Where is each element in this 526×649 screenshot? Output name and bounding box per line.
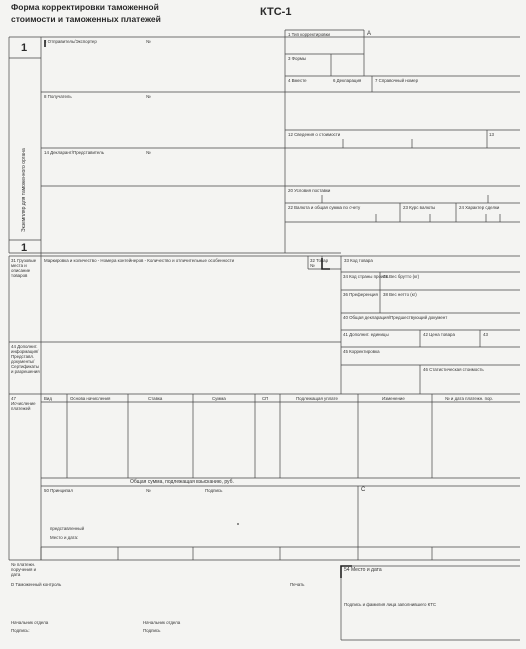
mark-a: A [367,31,372,37]
field-50-no: № [146,488,151,493]
field-13-label: 13 [489,132,494,137]
col-base: Основа начисления [70,396,111,401]
field-14-label: 14 Декларант/Представитель [44,150,105,155]
field-24-label: 24 Характер сделки [459,205,500,210]
stamp-label: Печать [290,582,305,587]
sheet-number-bottom: 1 [21,242,28,254]
field-36-label: 36 Преференция [343,292,378,297]
field-44-label: 44 Дополнит. информация/ Представл. документы/ Сертификаты и разрешения [11,344,40,374]
packages-label: Маркировка и количество - Номера контейнеров - Количество и отличительные особенности [44,258,235,263]
field-46-label: 46 Статистическая стоимость [423,367,484,372]
field-45-label: 45 Корректировка [343,349,380,354]
field-43-label: 43 [483,332,488,337]
field-23-label: 23 Курс валюты [403,205,436,210]
signature-label-bottom-2: Подпись [143,628,161,633]
field-3-label: 3 Формы [288,56,307,61]
field-32-no: № [310,263,315,268]
payment-note-label: № платежн. поручения и дата [11,562,37,577]
field-12-label: 12 Сведения о стоимости [288,132,341,137]
col-sp: СП [262,396,269,401]
col-paydoc: № и дата платежн. пор. [445,396,494,401]
field-14-no: № [146,150,151,155]
field-41-label: 41 Дополнит. единицы [343,332,389,337]
field-34-label: 34 Код страны происх. [343,274,390,279]
field-20-label: 20 Условия поставки [288,188,331,193]
col-sum: Сумма [212,396,226,401]
shift-head-label: Начальник отдела [11,620,49,625]
shift-head-label-2: Начальник отдела [143,620,181,625]
field-7-label: 7 Справочный номер [375,78,419,83]
field-40-label: 40 Общая декларация/Предшествующий документ [343,315,448,320]
sign-name-label: Подпись и фамилия лица заполнившего КТС [344,602,437,607]
field-42-label: 42 Цена товара [423,332,455,337]
mark-c: C [361,487,366,493]
field-33-label: 33 Код товара [344,258,373,263]
place-date-label: Место и дата: [50,535,79,540]
col-change: Изменение [382,396,405,401]
field-1-label: 1 Тип корректировки [288,32,330,37]
sheet-vertical-label: Экземпляр для таможенного органа [21,148,27,232]
field-50-label: 50 Принципал [44,488,73,493]
field-47-label: 47 Исчисление платежей [11,396,36,411]
field-8-no: № [146,94,151,99]
field-2-no: № [146,39,151,44]
represented-label: представленный [50,526,85,531]
signature-label: Подпись [205,488,223,493]
field-32-label: 32 Товар [310,258,329,263]
col-prev: Подлежащая уплате [296,396,338,401]
field-4-label: 4 Вместе [288,78,307,83]
form-code: КТС-1 [260,6,292,18]
signature-label-bottom: Подпись: [11,628,30,633]
field-22-label: 22 Валюта и общая сумма по счету [288,205,361,210]
col-rate: Ставка [148,396,163,401]
field-54-label: 54 Место и дата [344,567,382,573]
total-label: Общая сумма, подлежащая взысканию, руб. [130,479,234,485]
sheet-number-top: 1 [21,42,28,54]
customs-control-label: D Таможенный контроль [11,582,62,587]
field-8-label: 8 Получатель [44,94,72,99]
field-6-label: 6 Декларация [333,78,362,83]
field-2-label: 2 Отправитель/Экспортер [44,39,97,44]
field-35-label: 35 Вес брутто (кг) [383,274,420,279]
col-vid: Вид [44,396,52,401]
field-31-label: 31 Грузовые места и описание товаров [11,258,37,278]
field-38-label: 38 Вес нетто (кг) [383,292,417,297]
form-title-line1: Форма корректировки таможенной [11,2,159,12]
form-title-line2: стоимости и таможенных платежей [11,14,161,24]
